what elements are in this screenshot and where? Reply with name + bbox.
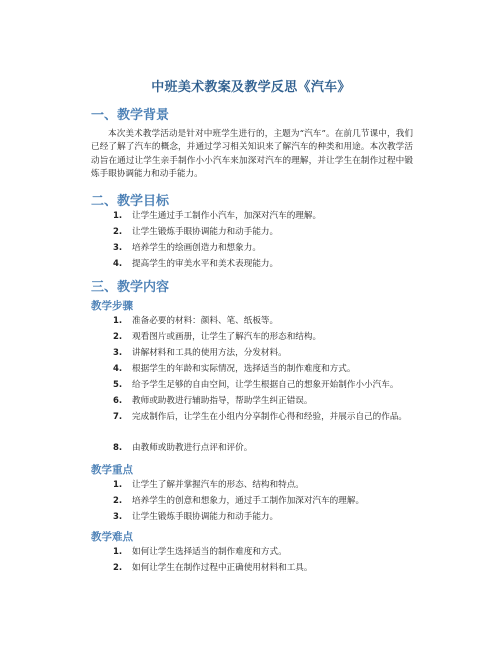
list-number: 8. [113, 443, 123, 453]
section-heading-goals: 二、教学目标 [91, 194, 170, 209]
list-number: 4. [113, 364, 123, 374]
list-text: 教师或助教进行辅助指导，帮助学生纠正错误。 [132, 396, 313, 406]
list-text: 如何让学生在制作过程中正确使用材料和工具。 [132, 563, 313, 573]
list-number: 4. [113, 259, 123, 269]
list-text: 准备必要的材料：颜料、笔、纸板等。 [132, 316, 279, 326]
list-number: 1. [113, 480, 123, 490]
list-number: 3. [113, 243, 123, 253]
list-text: 讲解材料和工具的使用方法，分发材料。 [132, 348, 287, 358]
list-text: 如何让学生选择适当的制作难度和方式。 [132, 547, 287, 557]
list-text: 给予学生足够的自由空间，让学生根据自己的想象开始制作小小汽车。 [132, 380, 399, 390]
list-number: 2. [113, 496, 123, 506]
subheading-key-points: 教学重点 [91, 464, 133, 476]
list-text: 让学生锻炼手眼协调能力和动手能力。 [132, 227, 279, 237]
list-number: 1. [113, 211, 123, 221]
background-paragraph: 本次美术教学活动是针对中班学生进行的，主题为“汽车”。在前几节课中，我们已经了解了汽车的概念，并通过学习相关知识来了解汽车的种类和用途。本次教学活动旨在通过让学生亲手制作小小汽车来加深对汽车的理解，并让学生在制作过程中锻炼手眼协调能力和动手能力。 [91, 129, 413, 180]
list-text: 观看图片或画册，让学生了解汽车的形态和结构。 [132, 332, 322, 342]
list-number: 2. [113, 332, 123, 342]
list-text: 提高学生的审美水平和美术表现能力。 [132, 259, 279, 269]
list-number: 7. [113, 412, 123, 422]
section-heading-content: 三、教学内容 [91, 280, 170, 295]
list-text: 培养学生的创意和想象力，通过手工制作加深对汽车的理解。 [132, 496, 365, 506]
subheading-difficulties: 教学难点 [91, 531, 133, 543]
section-heading-background: 一、教学背景 [91, 108, 170, 123]
list-text: 让学生锻炼手眼协调能力和动手能力。 [132, 512, 279, 522]
list-number: 2. [113, 563, 123, 573]
list-text: 培养学生的绘画创造力和想象力。 [132, 243, 261, 253]
list-text: 让学生了解并掌握汽车的形态、结构和特点。 [132, 480, 304, 490]
list-number: 1. [113, 316, 123, 326]
list-number: 1. [113, 547, 123, 557]
list-text: 由教师或助教进行点评和评价。 [132, 443, 253, 453]
list-text: 根据学生的年龄和实际情况，选择适当的制作难度和方式。 [132, 364, 356, 374]
document-title: 中班美术教案及教学反思《汽车》 [151, 80, 351, 95]
subheading-steps: 教学步骤 [91, 300, 133, 312]
list-text: 完成制作后，让学生在小组内分享制作心得和经验，并展示自己的作品。 [132, 412, 408, 422]
list-number: 2. [113, 227, 123, 237]
list-number: 3. [113, 348, 123, 358]
list-text: 让学生通过手工制作小汽车，加深对汽车的理解。 [132, 211, 322, 221]
list-number: 5. [113, 380, 123, 390]
list-number: 3. [113, 512, 123, 522]
list-number: 6. [113, 396, 123, 406]
